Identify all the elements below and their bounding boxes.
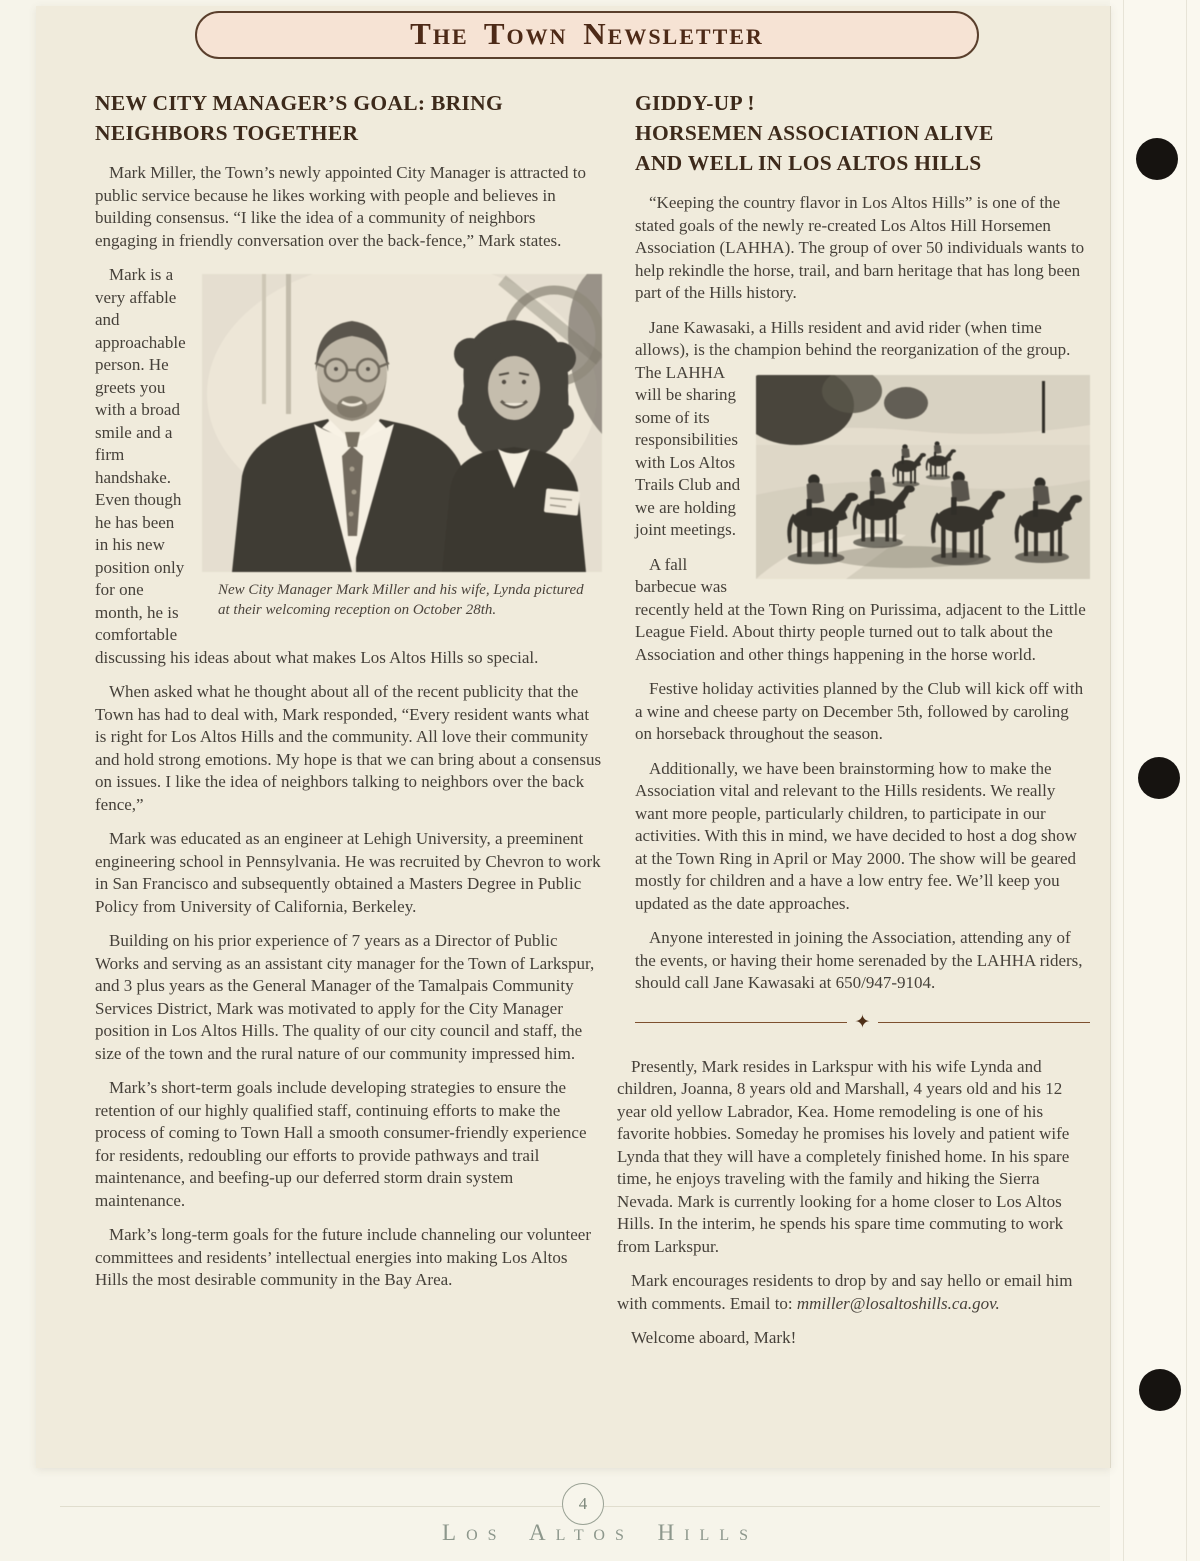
article-horsemen	[617, 88, 1090, 1350]
headline-line: HORSEMEN ASSOCIATION ALIVE	[635, 121, 994, 145]
headline-line: NEW CITY MANAGER’S GOAL: BRING	[95, 91, 503, 115]
email-address: mmiller@losaltoshills.ca.gov.	[796, 1293, 1000, 1313]
article-continuation	[617, 1056, 1090, 1350]
paragraph: Jane Kawasaki, a Hills resident and avid rider (when time allows), is the champion behind the reorganization of the group. The LAHHA will be sharing some of its responsibilities with Los Altos Trails Club and we are holding joint meetings.	[635, 317, 1071, 539]
paragraph: Presently, Mark resides in Larkspur with his wife Lynda and children, Joanna, 8 years old and Marshall, 4 years old and his 12 year old yellow Labrador, Kea. Home remodeling is one of his favorite hobbies. Someday he promises his lovely and patient wife Lynda that they will have a completely finished home. In his spare time, he enjoys traveling with the family and hiking the Sierra Nevada. Mark is currently looking for a home closer to Los Altos Hills. In the interim, he spends his spare time commuting to work from Larkspur.	[617, 1056, 1070, 1256]
headline-line: NEIGHBORS TOGETHER	[95, 121, 359, 145]
headline-line: GIDDY-UP !	[635, 91, 755, 115]
paragraph: Building on his prior experience of 7 years as a Director of Public Works and serving as an assistant city manager for the Town of Larkspur, and 3 plus years as the General Manager of the Tamalpais Community Services District, Mark was motivated to apply for the City Manager position in Los Altos Hills. The quality of our city council and staff, the size of the town and the rural nature of our community impressed him.	[95, 931, 595, 1063]
binding-hole	[1139, 1369, 1181, 1411]
horsemen-photo	[756, 375, 1090, 579]
section-divider	[635, 1013, 1090, 1032]
paragraph: Anyone interested in joining the Association, attending any of the events, or having their home serenaded by the LAHHA riders, should call Jane Kawasaki at 650/947-9104.	[635, 928, 1083, 992]
article-body	[617, 192, 1090, 1350]
divider-line	[878, 1022, 1090, 1023]
email-sentence: Mark encourages residents to drop by and say hello or email him with comments. Email to:	[617, 1271, 1073, 1313]
article-headline	[95, 88, 602, 148]
headline-line: AND WELL IN LOS ALTOS HILLS	[635, 151, 982, 175]
paragraph: Mark was educated as an engineer at Lehigh University, a preeminent engineering school in Pennsylvania. He was recruited by Chevron to work in San Francisco and subsequently obtained a Masters Degree in Public Policy from University of California, Berkeley.	[95, 829, 601, 916]
binding-hole	[1136, 138, 1178, 180]
paragraph: Additionally, we have been brainstorming how to make the Association vital and relevant to the Hills residents. We really want more people, particularly children, to participate in our activities. With this in mind, we have decided to host a dog show at the Town Ring in April or May 2000. The show will be geared mostly for children and a have a low entry fee. We’ll keep you updated as the date approaches.	[635, 758, 1077, 913]
page-number-badge	[562, 1483, 604, 1525]
paragraph: When asked what he thought about all of the recent publicity that the Town has had to deal with, Mark responded, “Every resident wants what is right for Los Altos Hills and the community. All love their community and hold strong emotions. My hope is that we can bring about a consensus on issues. I like the idea of neighbors talking to neighbors over the back fence,”	[95, 682, 602, 814]
paragraph: Festive holiday activities planned by the Club will kick off with a wine and cheese party on December 5th, followed by caroling on horseback throughout the season.	[635, 679, 1084, 743]
page-edge-line	[1186, 0, 1187, 1561]
article-city-manager	[95, 88, 602, 1292]
newsletter-banner	[195, 11, 979, 59]
binding-hole	[1138, 757, 1180, 799]
diamond-divider-icon: ✦	[854, 1011, 871, 1033]
footer-town-name: Los Altos Hills	[442, 1520, 758, 1545]
paragraph: A fall barbecue was recently held at the Town Ring on Purissima, adjacent to the Little League Field. About thirty people turned out to talk about the Association and other things happening in the horse world.	[635, 554, 1086, 664]
paragraph	[617, 1270, 1090, 1315]
paragraph: “Keeping the country flavor in Los Altos Hills” is one of the stated goals of the newly re-created Los Altos Hill Horsemen Association (LAHHA). The group of over 50 individuals wants to help rekindle the horse, trail, and barn heritage that has long been part of the Hills history.	[635, 193, 1085, 302]
page-edge-line	[1123, 0, 1124, 1561]
paragraph: Mark’s short-term goals include developing strategies to ensure the retention of our highly qualified staff, continuing efforts to make the process of coming to Town Hall a smooth consumer-friendly experience for residents, redoubling our efforts to provide pathways and trail maintenance, and beefing-up our deferred storm drain system maintenance.	[95, 1078, 587, 1210]
article-headline	[635, 88, 1090, 178]
photo-caption: New City Manager Mark Miller and his wife, Lynda pictured at their welcoming reception on October 28th.	[218, 582, 584, 618]
divider-line	[635, 1022, 847, 1023]
paragraph: Mark is a very affable and approachable person. He greets you with a broad smile and a firm handshake. Even though he has been in his new position only for one month, he is comfortable discussing his ideas about what makes Los Altos Hills so special.	[95, 265, 539, 667]
paragraph: Mark Miller, the Town’s newly appointed City Manager is attracted to public service because he likes working with people and believes in building consensus. “I like the idea of a community of neighbors engaging in friendly conversation over the back-fence,” Mark states.	[95, 163, 587, 250]
article-body	[95, 162, 602, 1292]
paragraph: Mark’s long-term goals for the future include channeling our volunteer committees and residents’ intellectual energies into making Los Altos Hills the most desirable community in the Bay Area.	[95, 1225, 591, 1289]
closing-line: Welcome aboard, Mark!	[631, 1328, 797, 1347]
mark-lynda-photo	[202, 274, 602, 572]
newsletter-title: The Town Newsletter	[410, 16, 764, 51]
page-number: 4	[578, 1494, 588, 1513]
